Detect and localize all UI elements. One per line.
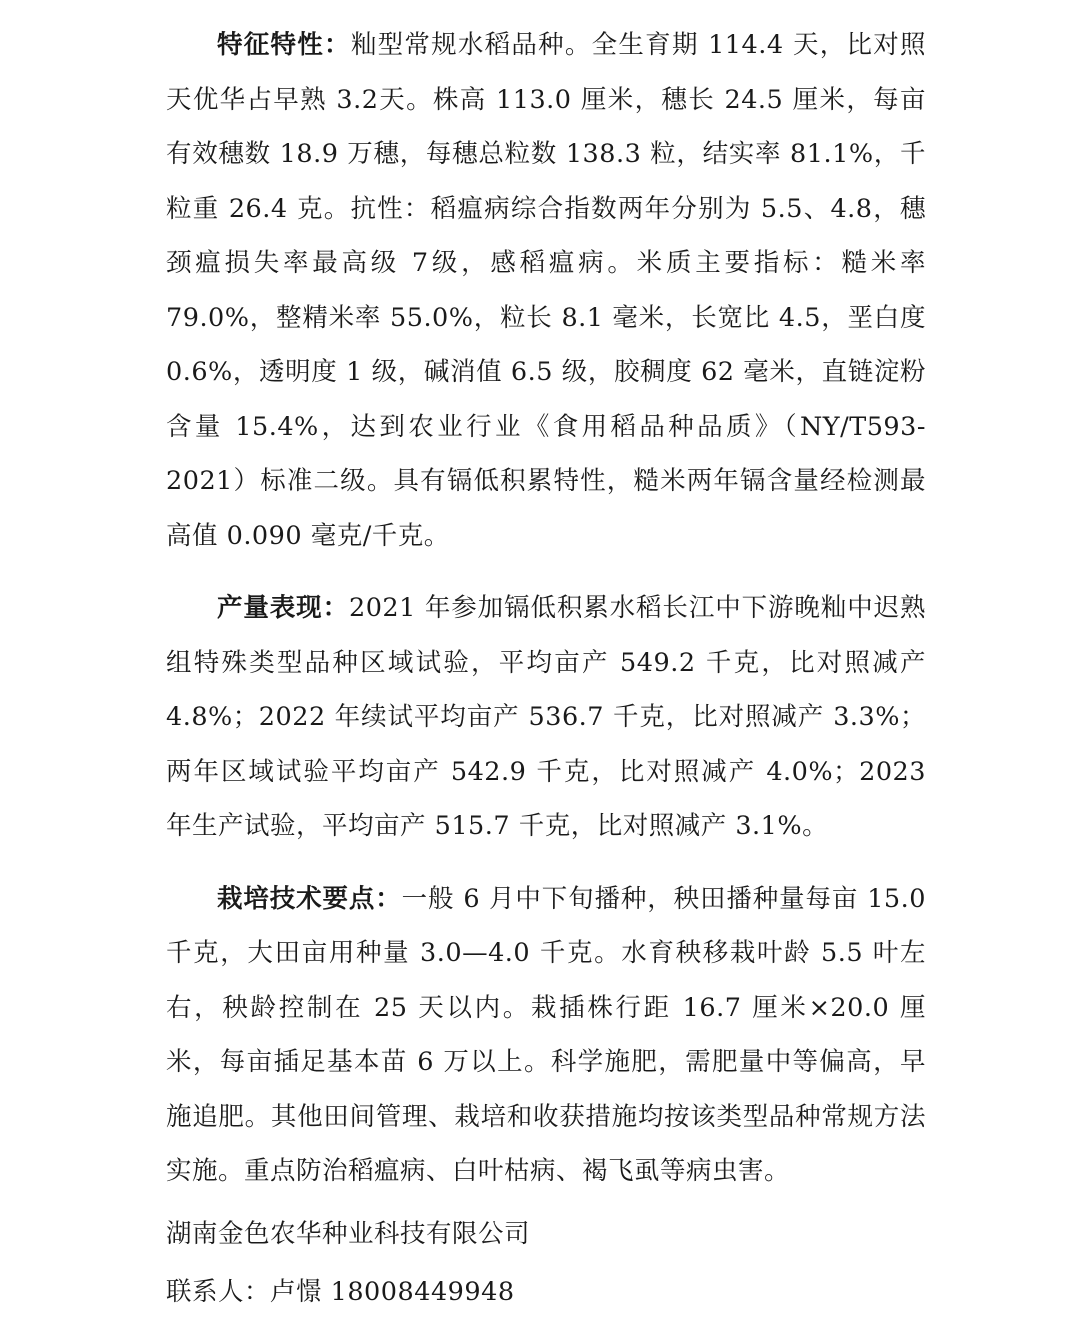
paragraph-characteristics <box>166 18 926 563</box>
heading-characteristics: 特征特性： <box>217 30 351 60</box>
heading-cultivation: 栽培技术要点： <box>217 883 402 914</box>
paragraph-cultivation <box>166 872 926 1199</box>
paragraph-yield <box>166 581 926 854</box>
contact-line: 联系人：卢憬 18008449948 <box>166 1277 515 1307</box>
company-name: 湖南金色农华种业科技有限公司 <box>166 1218 531 1249</box>
text-yield: 2021 年参加镉低积累水稻长江中下游晚籼中迟熟组特殊类型品种区域试验，平均亩产 549.2 千克，比对照减产 4.8%；2022 年续试平均亩产 536.7 千克，比对照减产 3.3%；两年区域试验平均亩产 542.9 千克，比对照减产 4.0%；2023 年生产试验，平均亩产 515.7 千克，比对照减产 3.1%。 <box>166 593 926 841</box>
text-characteristics: 籼型常规水稻品种。全生育期 114.4 天，比对照天优华占早熟 3.2天。株高 113.0 厘米，穗长 24.5 厘米，每亩有效穗数 18.9 万穗，每穗总粒数 138.3 粒，结实率 81.1%，千粒重 26.4 克。抗性：稻瘟病综合指数两年分别为 5.5、4.8，穗颈瘟损失率最高级 7级，感稻瘟病。米质主要指标：糙米率 79.0%，整精米率 55.0%，粒长 8.1 毫米，长宽比 4.5，垩白度 0.6%，透明度 1 级，碱消值 6.5 级，胶稠度 62 毫米，直链淀粉含量 15.4%，达到农业行业《食用稻品种品质》（NY/T593-2021）标准二级。具有镉低积累特性，糙米两年镉含量经检测最高值 0.090 毫克/千克。 <box>166 30 926 551</box>
text-cultivation: 一般 6 月中下旬播种，秧田播种量每亩 15.0 千克，大田亩用种量 3.0—4.0 千克。水育秧移栽叶龄 5.5 叶左右，秧龄控制在 25 天以内。栽插株行距 16.7 厘米×20.0 厘米，每亩插足基本苗 6 万以上。科学施肥，需肥量中等偏高，早施追肥。其他田间管理、栽培和收获措施均按该类型品种常规方法实施。重点防治稻瘟病、白叶枯病、褐飞虱等病虫害。 <box>166 883 926 1186</box>
heading-yield: 产量表现： <box>217 593 349 623</box>
document-body <box>166 18 926 1320</box>
